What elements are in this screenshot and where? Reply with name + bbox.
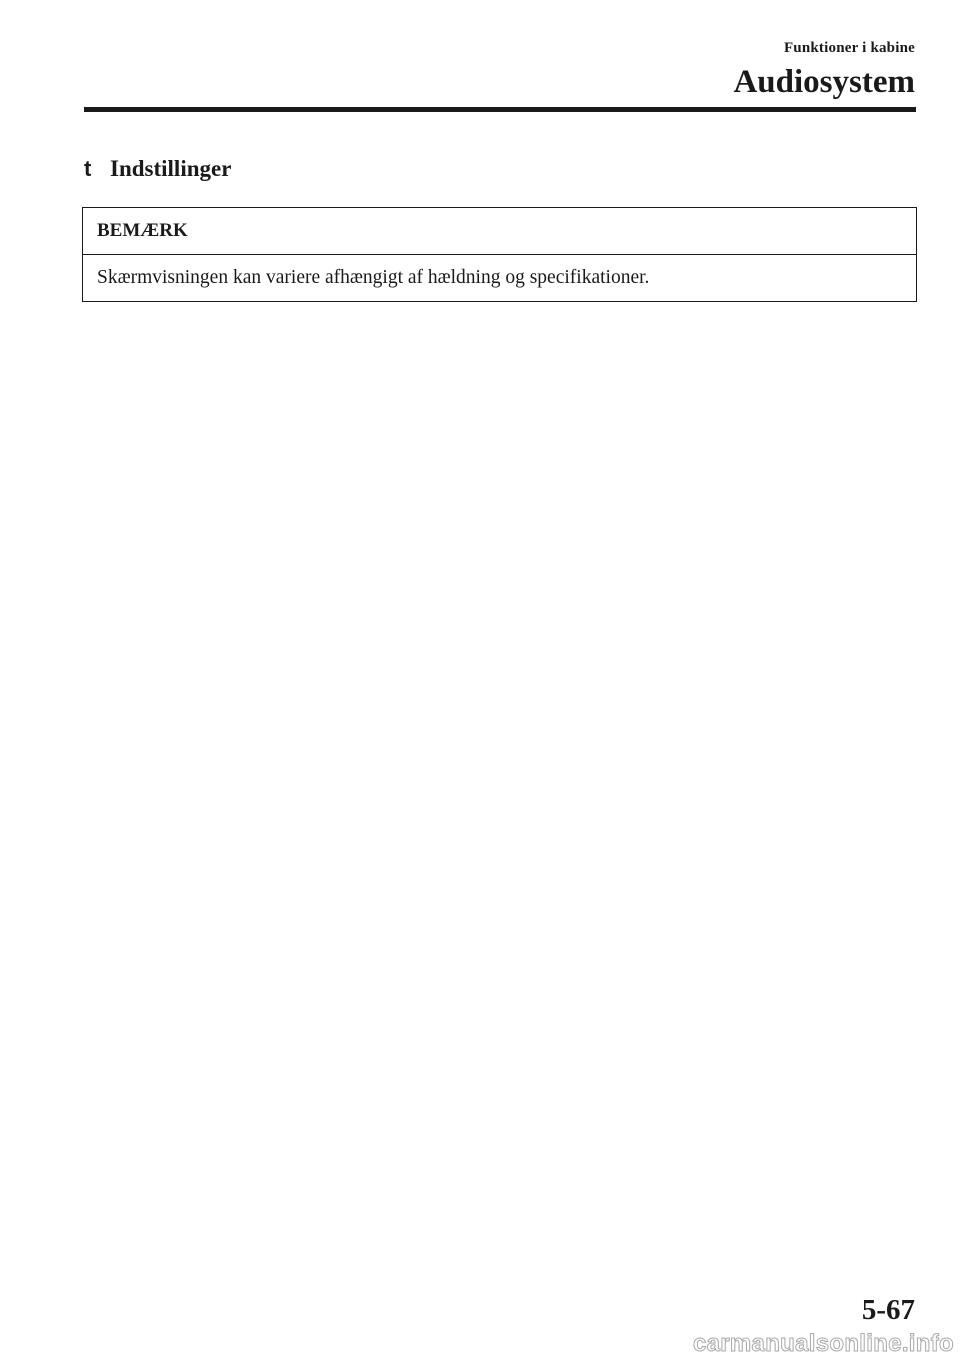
note-body: Skærmvisningen kan variere afhængigt af hældning og specifikationer. xyxy=(97,267,650,288)
section-title: Indstillinger xyxy=(110,156,232,181)
note-box xyxy=(82,207,917,302)
watermark-text: carmanualsonline.info xyxy=(692,1330,954,1357)
note-title: BEMÆRK xyxy=(83,208,916,255)
section-bullet-icon: t xyxy=(84,156,92,181)
running-header-chapter: Audiosystem xyxy=(733,64,915,100)
header-divider xyxy=(84,107,916,112)
page-number: 5-67 xyxy=(861,1294,915,1326)
section-heading xyxy=(84,156,231,182)
running-header-section: Funktioner i kabine xyxy=(783,40,915,56)
